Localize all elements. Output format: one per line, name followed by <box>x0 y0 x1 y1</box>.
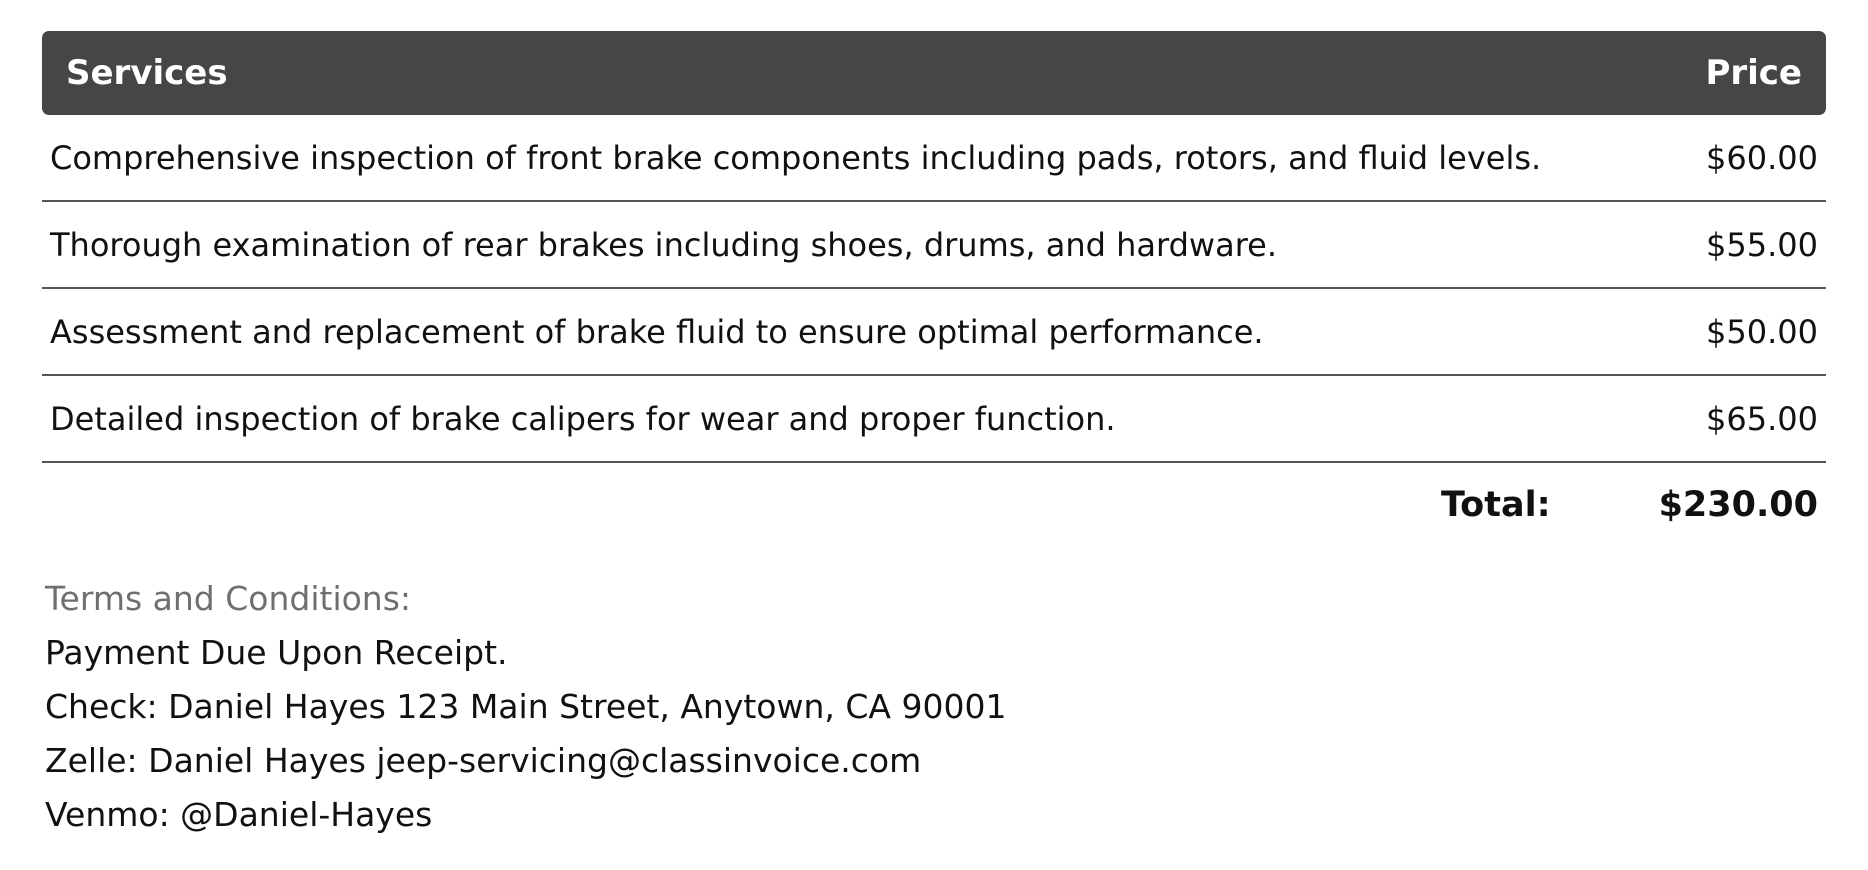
table-header <box>42 31 1826 115</box>
services-column-header: Services <box>42 31 1670 115</box>
terms-section <box>42 572 1826 842</box>
total-row <box>42 463 1826 547</box>
table-body <box>42 115 1826 462</box>
service-description: Assessment and replacement of brake fluid to ensure optimal performance. <box>42 288 1670 375</box>
service-description: Comprehensive inspection of front brake components including pads, rotors, and fluid levels. <box>42 115 1670 201</box>
terms-line-check: Check: Daniel Hayes 123 Main Street, Anytown, CA 90001 <box>45 687 1007 726</box>
service-price: $50.00 <box>1670 288 1826 375</box>
invoice-section <box>42 31 1826 842</box>
table-row <box>42 115 1826 201</box>
table-row <box>42 288 1826 375</box>
service-description: Detailed inspection of brake calipers for wear and proper function. <box>42 375 1670 462</box>
terms-line-payment: Payment Due Upon Receipt. <box>45 633 508 672</box>
terms-line-venmo: Venmo: @Daniel-Hayes <box>45 795 433 834</box>
service-price: $55.00 <box>1670 201 1826 288</box>
terms-line-zelle: Zelle: Daniel Hayes jeep-servicing@classinvoice.com <box>45 741 922 780</box>
service-price: $65.00 <box>1670 375 1826 462</box>
total-value: $230.00 <box>1658 485 1818 525</box>
table-row <box>42 201 1826 288</box>
service-description: Thorough examination of rear brakes including shoes, drums, and hardware. <box>42 201 1670 288</box>
table-row <box>42 375 1826 462</box>
total-label: Total: <box>1440 485 1551 525</box>
service-price: $60.00 <box>1670 115 1826 201</box>
terms-heading: Terms and Conditions: <box>45 579 412 618</box>
services-table <box>42 31 1826 463</box>
price-column-header: Price <box>1670 31 1826 115</box>
table-header-row <box>42 31 1826 115</box>
